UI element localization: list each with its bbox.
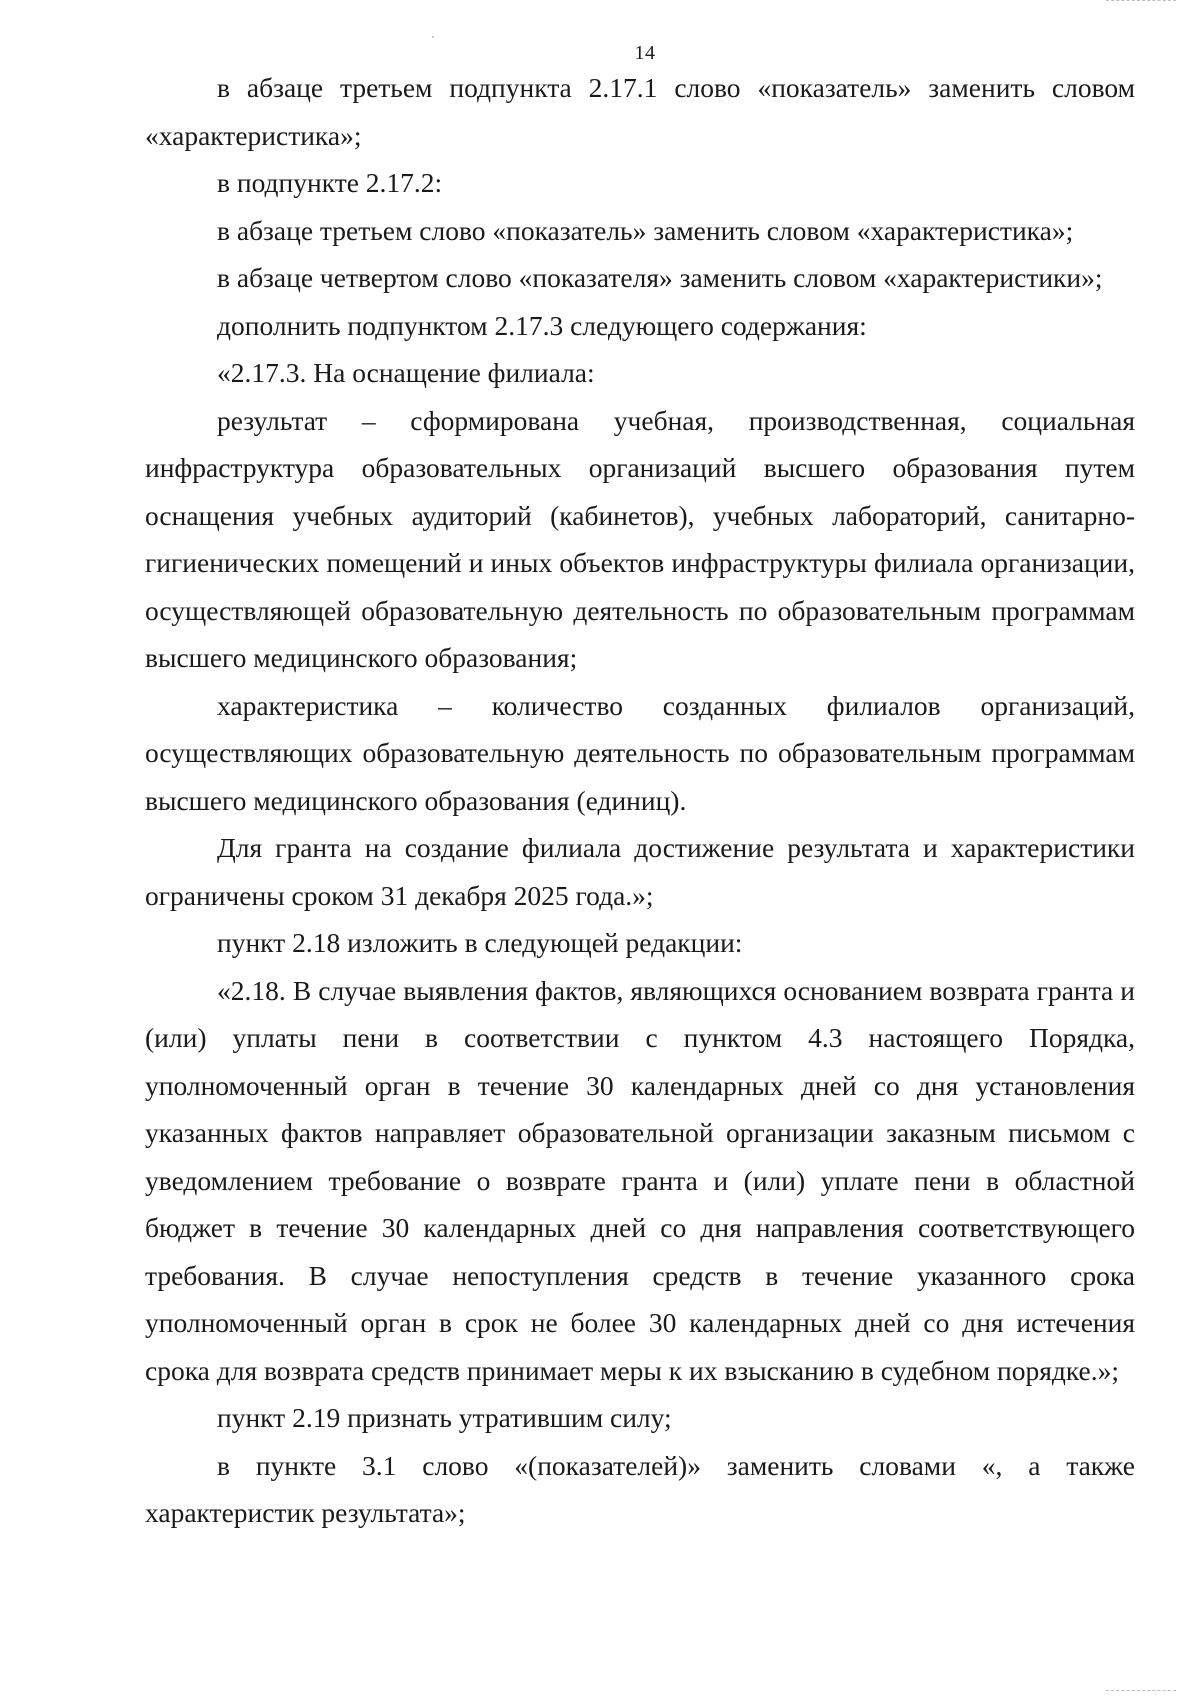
- document-body: [145, 64, 1135, 1537]
- paragraph-amend-2-17-1: в абзаце третьем подпункта 2.17.1 слово «показатель» заменить словом «характеристика»;: [145, 72, 1135, 151]
- paragraph-point-2-18: пункт 2.18 изложить в следующей редакции:: [217, 927, 743, 958]
- paragraph-grant-deadline: Для гранта на создание филиала достижение результата и характеристики ограничены сроком 31 декабря 2025 года.»;: [145, 832, 1135, 911]
- page-number: 14: [634, 42, 656, 64]
- paragraph-2-18-text: «2.18. В случае выявления фактов, являющихся основанием возврата гранта и (или) уплаты пени в соответствии с пунктом 4.3 настоящего Порядка, уполномоченный орган в течение 30 календарных дней со дня установления указанных фактов направляет образовательной организации заказным письмом с уведомлением требование о возврате гранта и (или) уплате пени в областной бюджет в течение 30 календарных дней со дня направления соответствующего требования. В случае непоступления средств в течение указанного срока уполномоченный орган в срок не более 30 календарных дней со дня истечения срока для возврата средств принимает меры к их взысканию в судебном порядке.»;: [145, 974, 1135, 1386]
- paragraph-point-2-19: пункт 2.19 признать утратившим силу;: [217, 1402, 672, 1433]
- paragraph-subpoint-2-17-2: в подпункте 2.17.2:: [217, 167, 443, 198]
- scan-artifact-top: [1106, 0, 1176, 5]
- paragraph-characteristic: характеристика – количество созданных филиалов организаций, осуществляющих образовательную деятельность по образовательным программам высшего медицинского образования (единиц).: [145, 689, 1135, 816]
- paragraph-amend-third: в абзаце третьем слово «показатель» заменить словом «характеристика»;: [217, 214, 1074, 246]
- paragraph-amend-fourth: в абзаце четвертом слово «показателя» заменить словом «характеристики»;: [217, 262, 1103, 293]
- paragraph-2-17-3-title: «2.17.3. На оснащение филиала:: [217, 357, 595, 388]
- scan-artifact-dot: [432, 36, 434, 38]
- scan-artifact-bottom: [1106, 1686, 1176, 1691]
- paragraph-point-3-1: в пункте 3.1 слово «(показателей)» заменить словами «, а также характеристик результата»;: [145, 1449, 1135, 1528]
- paragraph-result: результат – сформирована учебная, производственная, социальная инфраструктура образовательных организаций высшего образования путем оснащения учебных аудиторий (кабинетов), учебных лабораторий, санитарно-гигиенических помещений и иных объектов инфраструктуры филиала организации, осуществляющей образовательную деятельность по образовательным программам высшего медицинского образования;: [145, 404, 1135, 673]
- paragraph-add-2-17-3: дополнить подпунктом 2.17.3 следующего содержания:: [217, 309, 867, 341]
